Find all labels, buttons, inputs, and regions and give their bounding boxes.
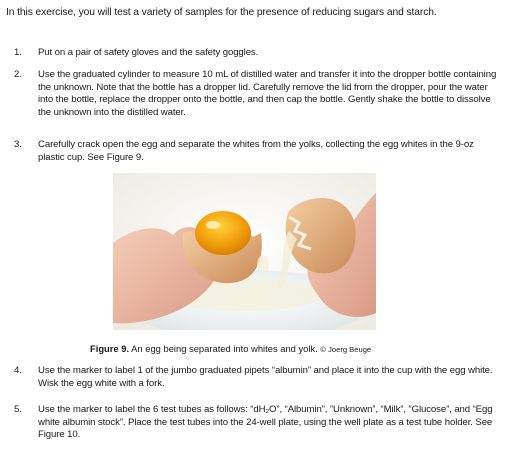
step-number: 3. <box>14 139 22 150</box>
step-number: 5. <box>14 404 22 415</box>
step-text: Use the graduated cylinder to measure 10 mL of distilled water and transfer it into the dropper bottle containing the unknown. Note that the bottle has a dropper lid. Carefully remove the lid from the dropper, pour the water into the bottle, replace the dropper onto the bottle, and then cap the bottle. Gently shake the bottle to dissolve the unknown into the distilled water. <box>38 69 497 118</box>
intro-paragraph: In this exercise, you will test a variety of samples for the presence of reducing sugars and starch. <box>6 7 437 18</box>
egg-separation-photo <box>113 173 376 330</box>
step-text: Use the marker to label the 6 test tubes as follows: “dH₂O”, “Albumin”, ”Unknown”, “Milk”, “Glucose”, and “Egg white albumin stock”. Place the test tubes into the 24-well plate, using the well plate as a test tube holder. See Figure 10. <box>38 404 493 441</box>
step-number: 4. <box>14 365 22 376</box>
step-number: 1. <box>14 47 22 58</box>
figure-caption <box>90 343 490 356</box>
egg-yolk <box>195 211 251 255</box>
step-text: Put on a pair of safety gloves and the safety goggles. <box>38 47 259 58</box>
figure-credit: © Joerg Beuge <box>320 345 372 354</box>
figure-label: Figure 9. <box>90 343 130 354</box>
step-text: Use the marker to label 1 of the jumbo graduated pipets “albumin” and place it into the cup with the egg white. Wisk the egg white with a fork. <box>38 365 493 389</box>
figure-text: An egg being separated into whites and yolk. <box>131 343 318 354</box>
step-text: Carefully crack open the egg and separate the whites from the yolks, collecting the egg whites in the 9-oz plastic cup. See Figure 9. <box>38 139 474 163</box>
step-number: 2. <box>14 69 22 80</box>
